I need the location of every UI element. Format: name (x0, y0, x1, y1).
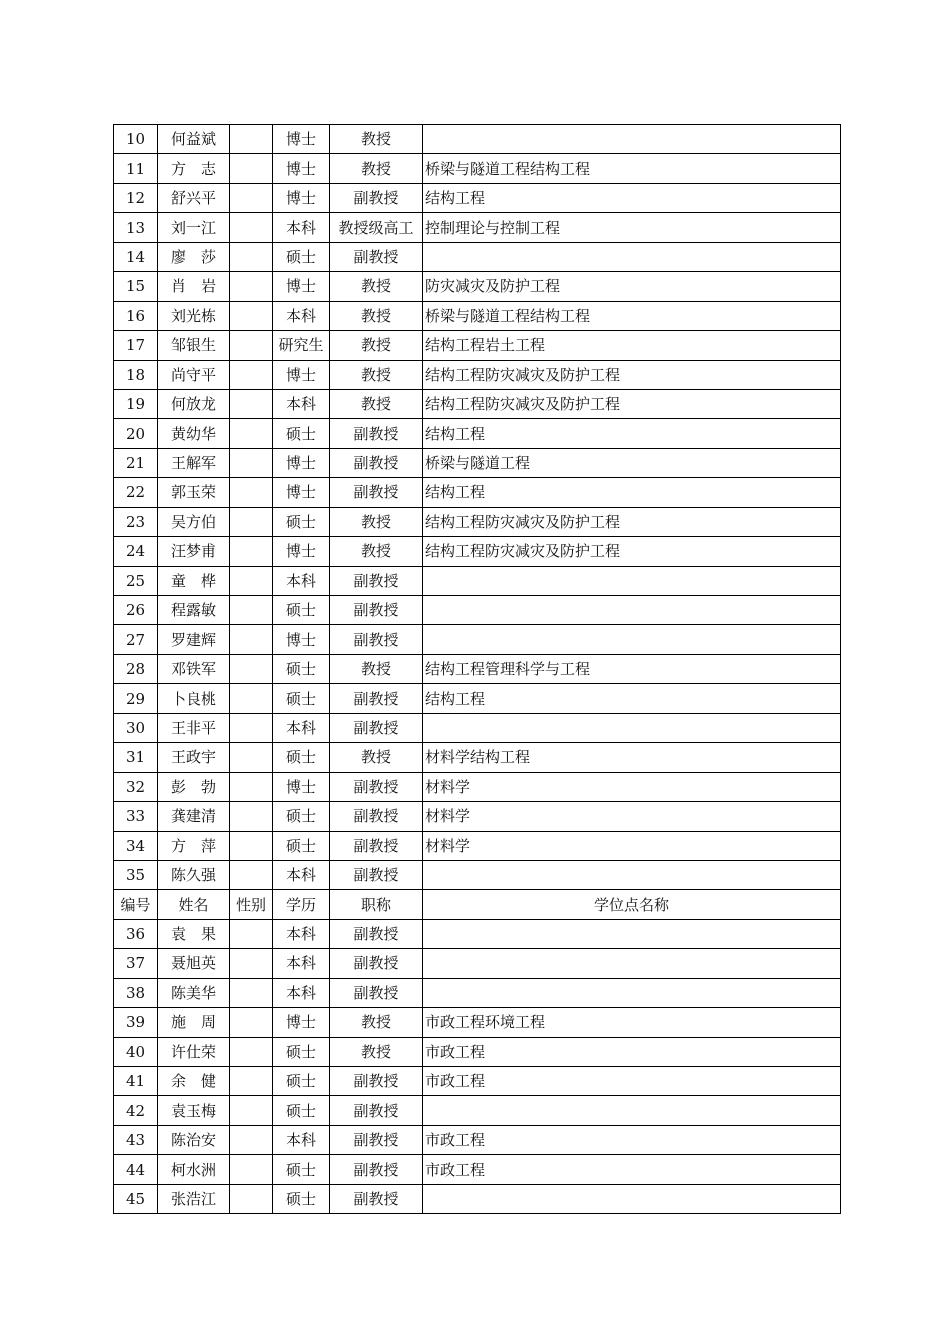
cell-education: 博士 (273, 125, 330, 154)
cell-title: 副教授 (330, 183, 423, 212)
cell-education: 博士 (273, 272, 330, 301)
cell-education: 本科 (273, 919, 330, 948)
cell-education: 研究生 (273, 331, 330, 360)
cell-education: 本科 (273, 713, 330, 742)
table-header-row (114, 890, 841, 919)
cell-title: 副教授 (330, 596, 423, 625)
cell-degree-programs: 结构工程 (423, 183, 841, 212)
table-row (114, 301, 841, 330)
table-row (114, 743, 841, 772)
cell-education: 硕士 (273, 1067, 330, 1096)
cell-id: 29 (114, 684, 158, 713)
cell-degree-programs: 结构工程管理科学与工程 (423, 654, 841, 683)
table-row (114, 1037, 841, 1066)
cell-name: 刘一江 (158, 213, 230, 242)
cell-title: 教授 (330, 1008, 423, 1037)
table-row (114, 448, 841, 477)
cell-id: 14 (114, 242, 158, 271)
cell-degree-programs (423, 713, 841, 742)
header-degree-programs: 学位点名称 (423, 890, 841, 919)
cell-gender (230, 272, 273, 301)
cell-gender (230, 1096, 273, 1125)
cell-title: 副教授 (330, 1155, 423, 1184)
cell-gender (230, 978, 273, 1007)
table-row (114, 507, 841, 536)
cell-gender (230, 596, 273, 625)
cell-title: 教授 (330, 125, 423, 154)
table-row (114, 213, 841, 242)
cell-title: 副教授 (330, 566, 423, 595)
cell-id: 41 (114, 1067, 158, 1096)
table-body-bottom (114, 919, 841, 1213)
cell-degree-programs: 结构工程防灾减灾及防护工程 (423, 507, 841, 536)
cell-name: 聂旭英 (158, 949, 230, 978)
cell-education: 本科 (273, 1125, 330, 1154)
cell-title: 副教授 (330, 860, 423, 889)
table-row (114, 1155, 841, 1184)
cell-gender (230, 684, 273, 713)
cell-id: 18 (114, 360, 158, 389)
cell-gender (230, 478, 273, 507)
table-row (114, 860, 841, 889)
cell-name: 龚建清 (158, 802, 230, 831)
cell-education: 本科 (273, 389, 330, 418)
cell-id: 12 (114, 183, 158, 212)
cell-title: 教授 (330, 360, 423, 389)
cell-id: 30 (114, 713, 158, 742)
table-row (114, 419, 841, 448)
cell-degree-programs (423, 978, 841, 1007)
table-body-top (114, 125, 841, 890)
cell-id: 35 (114, 860, 158, 889)
cell-degree-programs (423, 1184, 841, 1213)
cell-name: 罗建辉 (158, 625, 230, 654)
cell-gender (230, 448, 273, 477)
table-row (114, 154, 841, 183)
cell-degree-programs (423, 919, 841, 948)
header-gender: 性别 (230, 890, 273, 919)
cell-degree-programs: 市政工程 (423, 1067, 841, 1096)
table-row (114, 1125, 841, 1154)
cell-degree-programs (423, 949, 841, 978)
cell-gender (230, 419, 273, 448)
cell-education: 博士 (273, 772, 330, 801)
table-row (114, 1184, 841, 1213)
cell-title: 副教授 (330, 1125, 423, 1154)
cell-title: 副教授 (330, 713, 423, 742)
cell-education: 博士 (273, 360, 330, 389)
cell-gender (230, 1125, 273, 1154)
cell-gender (230, 360, 273, 389)
cell-gender (230, 301, 273, 330)
cell-id: 32 (114, 772, 158, 801)
table-row (114, 625, 841, 654)
cell-title: 教授 (330, 743, 423, 772)
cell-title: 副教授 (330, 949, 423, 978)
cell-name: 卜良桃 (158, 684, 230, 713)
table-row (114, 478, 841, 507)
table-row (114, 596, 841, 625)
cell-name: 黄幼华 (158, 419, 230, 448)
cell-name: 汪梦甫 (158, 537, 230, 566)
cell-title: 教授 (330, 1037, 423, 1066)
cell-name: 袁玉梅 (158, 1096, 230, 1125)
cell-name: 方 志 (158, 154, 230, 183)
header-title: 职称 (330, 890, 423, 919)
table-row (114, 272, 841, 301)
cell-degree-programs: 结构工程岩土工程 (423, 331, 841, 360)
cell-id: 36 (114, 919, 158, 948)
cell-name: 余 健 (158, 1067, 230, 1096)
cell-title: 副教授 (330, 1067, 423, 1096)
cell-id: 43 (114, 1125, 158, 1154)
header-name: 姓名 (158, 890, 230, 919)
cell-degree-programs (423, 860, 841, 889)
cell-degree-programs: 材料学 (423, 772, 841, 801)
cell-title: 教授 (330, 389, 423, 418)
cell-gender (230, 1008, 273, 1037)
header-education: 学历 (273, 890, 330, 919)
cell-gender (230, 743, 273, 772)
table-row (114, 713, 841, 742)
cell-title: 教授 (330, 272, 423, 301)
cell-id: 10 (114, 125, 158, 154)
cell-education: 本科 (273, 213, 330, 242)
cell-degree-programs: 材料学结构工程 (423, 743, 841, 772)
cell-gender (230, 713, 273, 742)
table-row (114, 537, 841, 566)
cell-name: 廖 莎 (158, 242, 230, 271)
cell-title: 教授 (330, 301, 423, 330)
cell-name: 王政宇 (158, 743, 230, 772)
cell-education: 本科 (273, 566, 330, 595)
cell-name: 肖 岩 (158, 272, 230, 301)
cell-education: 硕士 (273, 242, 330, 271)
cell-name: 陈治安 (158, 1125, 230, 1154)
cell-title: 副教授 (330, 802, 423, 831)
cell-name: 陈美华 (158, 978, 230, 1007)
cell-education: 硕士 (273, 654, 330, 683)
cell-title: 教授 (330, 331, 423, 360)
cell-degree-programs: 桥梁与隧道工程结构工程 (423, 154, 841, 183)
cell-id: 25 (114, 566, 158, 595)
table-row (114, 1008, 841, 1037)
cell-gender (230, 125, 273, 154)
cell-gender (230, 1184, 273, 1213)
cell-name: 施 周 (158, 1008, 230, 1037)
cell-education: 博士 (273, 1008, 330, 1037)
cell-name: 陈久强 (158, 860, 230, 889)
table-header-row-group (114, 890, 841, 919)
cell-id: 31 (114, 743, 158, 772)
cell-degree-programs: 桥梁与隧道工程结构工程 (423, 301, 841, 330)
cell-education: 博士 (273, 478, 330, 507)
cell-gender (230, 1037, 273, 1066)
faculty-table (113, 124, 841, 1214)
cell-degree-programs: 市政工程 (423, 1155, 841, 1184)
table-row (114, 183, 841, 212)
table-row (114, 978, 841, 1007)
cell-title: 副教授 (330, 831, 423, 860)
cell-name: 刘光栋 (158, 301, 230, 330)
cell-gender (230, 1067, 273, 1096)
cell-degree-programs: 控制理论与控制工程 (423, 213, 841, 242)
cell-education: 硕士 (273, 1155, 330, 1184)
table-row (114, 566, 841, 595)
cell-title: 副教授 (330, 919, 423, 948)
cell-id: 24 (114, 537, 158, 566)
cell-id: 28 (114, 654, 158, 683)
cell-education: 硕士 (273, 1184, 330, 1213)
cell-education: 本科 (273, 301, 330, 330)
cell-id: 27 (114, 625, 158, 654)
cell-name: 程露敏 (158, 596, 230, 625)
cell-degree-programs (423, 566, 841, 595)
cell-id: 34 (114, 831, 158, 860)
cell-gender (230, 654, 273, 683)
cell-education: 本科 (273, 978, 330, 1007)
cell-degree-programs: 结构工程防灾减灾及防护工程 (423, 360, 841, 389)
cell-title: 副教授 (330, 772, 423, 801)
cell-id: 16 (114, 301, 158, 330)
cell-degree-programs: 结构工程 (423, 419, 841, 448)
cell-degree-programs: 市政工程环境工程 (423, 1008, 841, 1037)
cell-title: 副教授 (330, 684, 423, 713)
cell-id: 42 (114, 1096, 158, 1125)
table-row (114, 919, 841, 948)
cell-name: 童 桦 (158, 566, 230, 595)
cell-education: 博士 (273, 183, 330, 212)
cell-education: 硕士 (273, 831, 330, 860)
cell-id: 13 (114, 213, 158, 242)
cell-id: 33 (114, 802, 158, 831)
cell-name: 邓铁军 (158, 654, 230, 683)
cell-gender (230, 507, 273, 536)
cell-gender (230, 183, 273, 212)
cell-name: 张浩江 (158, 1184, 230, 1213)
cell-id: 23 (114, 507, 158, 536)
cell-degree-programs (423, 125, 841, 154)
cell-id: 15 (114, 272, 158, 301)
table-row (114, 331, 841, 360)
cell-id: 11 (114, 154, 158, 183)
table-row (114, 125, 841, 154)
table-row (114, 360, 841, 389)
cell-education: 博士 (273, 448, 330, 477)
cell-gender (230, 860, 273, 889)
cell-education: 硕士 (273, 596, 330, 625)
cell-gender (230, 772, 273, 801)
cell-education: 博士 (273, 537, 330, 566)
cell-degree-programs (423, 596, 841, 625)
cell-title: 副教授 (330, 242, 423, 271)
cell-id: 38 (114, 978, 158, 1007)
table-row (114, 831, 841, 860)
cell-education: 本科 (273, 860, 330, 889)
cell-name: 袁 果 (158, 919, 230, 948)
cell-id: 21 (114, 448, 158, 477)
cell-id: 45 (114, 1184, 158, 1213)
cell-education: 硕士 (273, 743, 330, 772)
cell-degree-programs: 材料学 (423, 802, 841, 831)
cell-gender (230, 831, 273, 860)
cell-title: 教授 (330, 507, 423, 536)
cell-title: 副教授 (330, 1096, 423, 1125)
cell-name: 柯水洲 (158, 1155, 230, 1184)
cell-id: 22 (114, 478, 158, 507)
cell-degree-programs: 结构工程 (423, 684, 841, 713)
table-row (114, 684, 841, 713)
cell-name: 王非平 (158, 713, 230, 742)
cell-gender (230, 919, 273, 948)
cell-gender (230, 802, 273, 831)
cell-education: 硕士 (273, 1096, 330, 1125)
cell-education: 硕士 (273, 507, 330, 536)
cell-id: 37 (114, 949, 158, 978)
cell-title: 副教授 (330, 448, 423, 477)
cell-education: 博士 (273, 154, 330, 183)
cell-gender (230, 154, 273, 183)
cell-gender (230, 389, 273, 418)
cell-id: 26 (114, 596, 158, 625)
cell-name: 王解军 (158, 448, 230, 477)
cell-gender (230, 537, 273, 566)
cell-gender (230, 331, 273, 360)
cell-id: 20 (114, 419, 158, 448)
cell-title: 教授级高工 (330, 213, 423, 242)
cell-gender (230, 566, 273, 595)
cell-title: 教授 (330, 154, 423, 183)
cell-education: 博士 (273, 625, 330, 654)
cell-title: 副教授 (330, 419, 423, 448)
cell-education: 硕士 (273, 1037, 330, 1066)
table-row (114, 242, 841, 271)
cell-degree-programs: 防灾减灾及防护工程 (423, 272, 841, 301)
table-row (114, 1067, 841, 1096)
cell-education: 本科 (273, 949, 330, 978)
cell-gender (230, 949, 273, 978)
cell-degree-programs: 市政工程 (423, 1125, 841, 1154)
header-id: 编号 (114, 890, 158, 919)
table-row (114, 389, 841, 418)
table-row (114, 1096, 841, 1125)
cell-id: 44 (114, 1155, 158, 1184)
cell-title: 教授 (330, 537, 423, 566)
cell-degree-programs: 市政工程 (423, 1037, 841, 1066)
cell-name: 何益斌 (158, 125, 230, 154)
cell-degree-programs: 结构工程防灾减灾及防护工程 (423, 537, 841, 566)
table-row (114, 802, 841, 831)
cell-degree-programs (423, 1096, 841, 1125)
cell-title: 教授 (330, 654, 423, 683)
cell-id: 19 (114, 389, 158, 418)
cell-name: 吴方伯 (158, 507, 230, 536)
cell-name: 尚守平 (158, 360, 230, 389)
table-row (114, 949, 841, 978)
cell-degree-programs: 桥梁与隧道工程 (423, 448, 841, 477)
cell-gender (230, 1155, 273, 1184)
cell-name: 彭 勃 (158, 772, 230, 801)
cell-id: 39 (114, 1008, 158, 1037)
cell-gender (230, 242, 273, 271)
cell-education: 硕士 (273, 419, 330, 448)
cell-degree-programs: 结构工程 (423, 478, 841, 507)
cell-title: 副教授 (330, 625, 423, 654)
cell-gender (230, 625, 273, 654)
cell-title: 副教授 (330, 478, 423, 507)
cell-degree-programs (423, 242, 841, 271)
cell-title: 副教授 (330, 1184, 423, 1213)
cell-name: 何放龙 (158, 389, 230, 418)
cell-name: 方 萍 (158, 831, 230, 860)
cell-gender (230, 213, 273, 242)
cell-name: 郭玉荣 (158, 478, 230, 507)
cell-degree-programs (423, 625, 841, 654)
cell-name: 许仕荣 (158, 1037, 230, 1066)
cell-degree-programs: 材料学 (423, 831, 841, 860)
cell-id: 17 (114, 331, 158, 360)
table-row (114, 772, 841, 801)
cell-education: 硕士 (273, 802, 330, 831)
cell-degree-programs: 结构工程防灾减灾及防护工程 (423, 389, 841, 418)
cell-id: 40 (114, 1037, 158, 1066)
cell-name: 舒兴平 (158, 183, 230, 212)
cell-education: 硕士 (273, 684, 330, 713)
table-row (114, 654, 841, 683)
cell-name: 邹银生 (158, 331, 230, 360)
cell-title: 副教授 (330, 978, 423, 1007)
